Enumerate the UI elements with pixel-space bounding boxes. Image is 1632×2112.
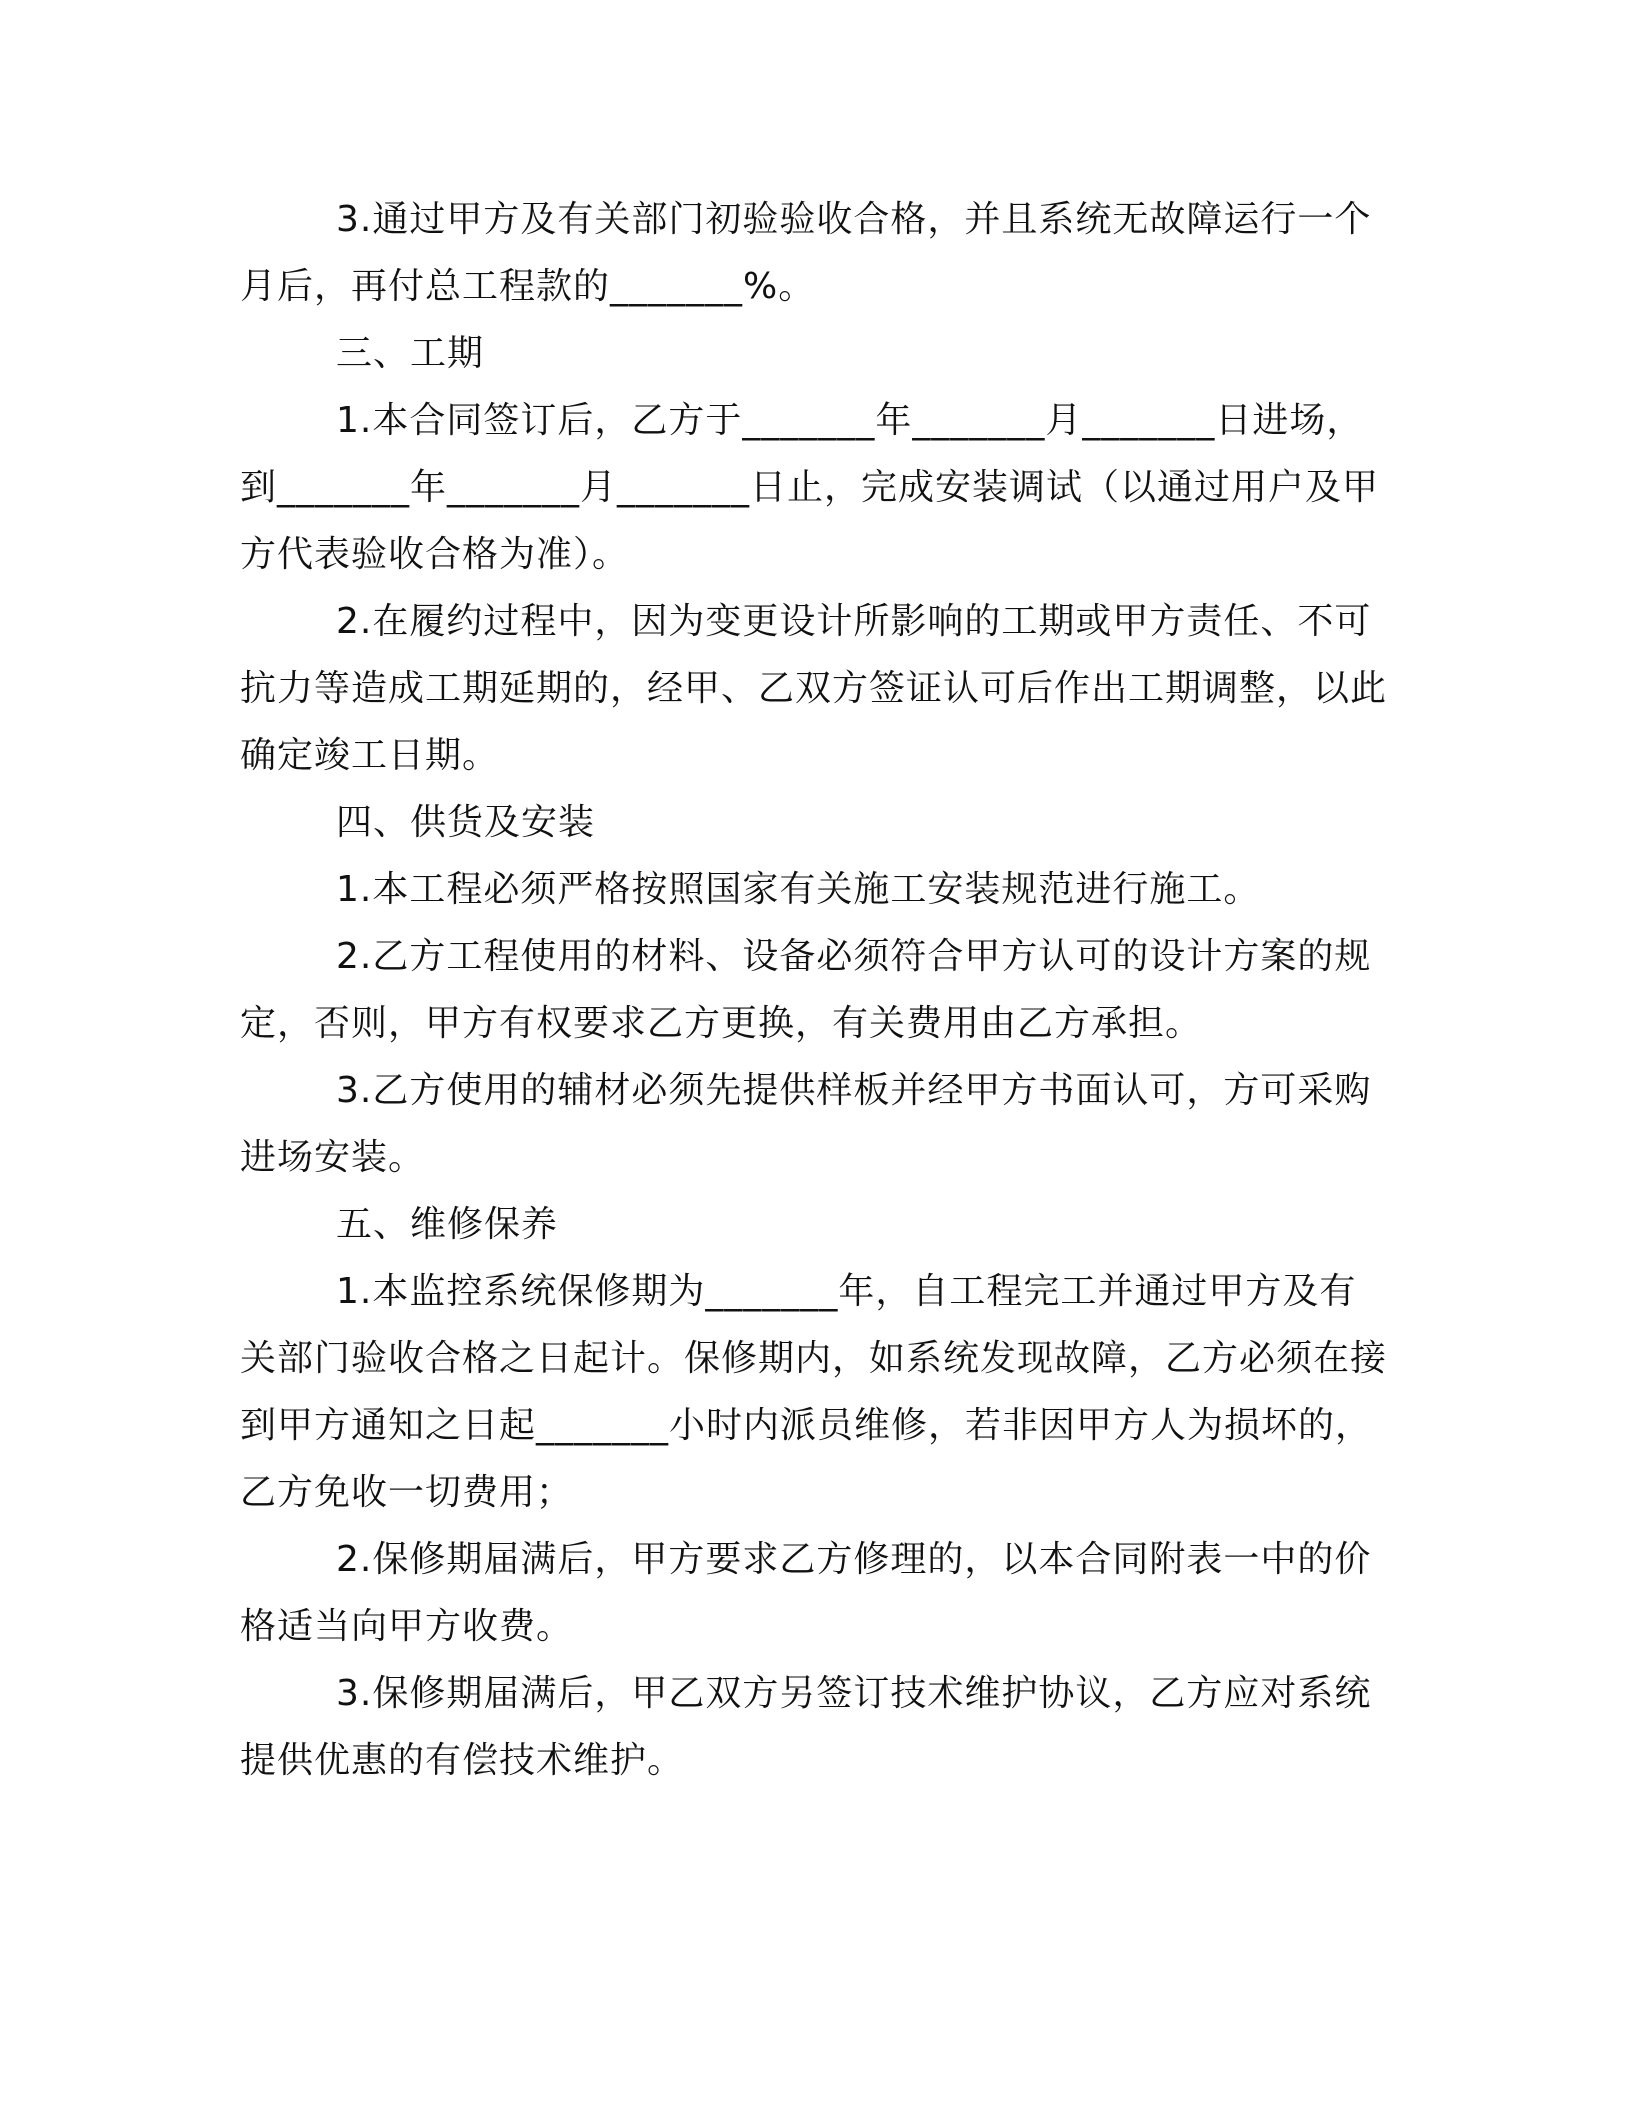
section-heading-maintenance: 五、维修保养 [336,1204,559,1245]
paragraph-supply-3: 3.乙方使用的辅材必须先提供样板并经甲方书面认可，方可采购进场安装。 [240,1070,1372,1178]
paragraph-schedule-2: 2.在履约过程中，因为变更设计所影响的工期或甲方责任、不可抗力等造成工期延期的，经甲、乙双方签证认可后作出工期调整，以此确定竣工日期。 [240,601,1388,776]
section-heading-schedule: 三、工期 [336,333,485,374]
paragraph-maintenance-3: 3.保修期届满后，甲乙双方另签订技术维护协议，乙方应对系统提供优惠的有偿技术维护。 [240,1673,1372,1781]
paragraph-maintenance-1: 1.本监控系统保修期为_______年，自工程完工并通过甲方及有关部门验收合格之日起计。保修期内，如系统发现故障，乙方必须在接到甲方通知之日起_______小时内派员维修，若非因甲方人为损坏的，乙方免收一切费用； [240,1271,1388,1513]
paragraph-supply-2: 2.乙方工程使用的材料、设备必须符合甲方认可的设计方案的规定，否则，甲方有权要求乙方更换，有关费用由乙方承担。 [240,936,1372,1044]
paragraph-payment-3: 3.通过甲方及有关部门初验验收合格，并且系统无故障运行一个月后，再付总工程款的_______%。 [240,199,1372,307]
paragraph-supply-1: 1.本工程必须严格按照国家有关施工安装规范进行施工。 [336,869,1261,910]
section-heading-supply: 四、供货及安装 [336,802,596,843]
paragraph-schedule-1: 1.本合同签订后，乙方于_______年_______月_______日进场，到_______年_______月_______日止，完成安装调试（以通过用户及甲方代表验收合格为准）。 [240,400,1380,575]
document-body [240,186,1388,1794]
paragraph-maintenance-2: 2.保修期届满后，甲方要求乙方修理的，以本合同附表一中的价格适当向甲方收费。 [240,1539,1372,1647]
